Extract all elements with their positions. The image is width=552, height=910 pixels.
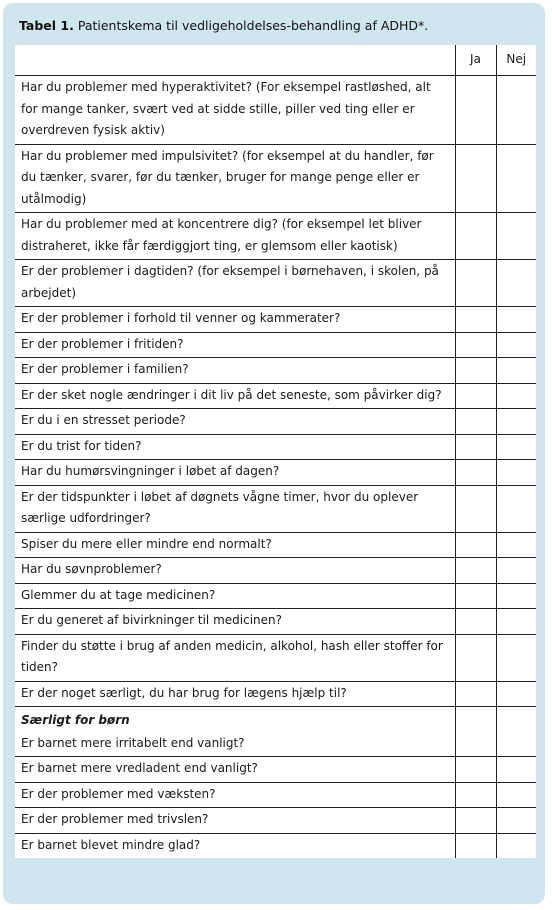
yes-answer-cell[interactable] xyxy=(455,609,496,635)
question-text: Har du problemer med hyperaktivitet? (For eksempel rastløshed, alt for mange tanker, svært ved at sidde stille, piller ved ting eller er overdreven fysisk aktiv) xyxy=(15,76,455,145)
yes-answer-cell[interactable] xyxy=(455,307,496,333)
question-text: Har du problemer med impulsivitet? (for eksempel at du handler, før du tænker, svarer, før du tænker, bruger for mange penge eller er utålmodig) xyxy=(15,144,455,213)
no-answer-cell[interactable] xyxy=(496,76,536,145)
section-heading-row xyxy=(15,707,536,732)
no-answer-cell[interactable] xyxy=(496,732,536,757)
question-text: Er der problemer med trivslen? xyxy=(15,808,455,834)
question-text: Er der problemer i forhold til venner og kammerater? xyxy=(15,307,455,333)
no-header: Nej xyxy=(496,45,536,76)
question-text: Har du humørsvingninger i løbet af dagen? xyxy=(15,460,455,486)
yes-answer-cell[interactable] xyxy=(455,144,496,213)
no-answer-cell[interactable] xyxy=(496,460,536,486)
question-text: Er du trist for tiden? xyxy=(15,434,455,460)
table-row xyxy=(15,732,536,757)
no-answer-cell[interactable] xyxy=(496,383,536,409)
table-panel xyxy=(3,3,545,904)
header-row xyxy=(15,45,536,76)
table-row xyxy=(15,213,536,260)
table-row xyxy=(15,532,536,558)
no-answer-cell[interactable] xyxy=(496,260,536,307)
yes-answer-cell[interactable] xyxy=(455,808,496,834)
no-answer-cell[interactable] xyxy=(496,707,536,732)
question-header xyxy=(15,45,455,76)
no-answer-cell[interactable] xyxy=(496,332,536,358)
no-answer-cell[interactable] xyxy=(496,634,536,681)
question-text: Er der sket nogle ændringer i dit liv på det seneste, som påvirker dig? xyxy=(15,383,455,409)
yes-answer-cell[interactable] xyxy=(455,833,496,858)
yes-answer-cell[interactable] xyxy=(455,485,496,532)
yes-answer-cell[interactable] xyxy=(455,76,496,145)
table-row xyxy=(15,144,536,213)
no-answer-cell[interactable] xyxy=(496,144,536,213)
yes-answer-cell[interactable] xyxy=(455,409,496,435)
no-answer-cell[interactable] xyxy=(496,558,536,584)
no-answer-cell[interactable] xyxy=(496,307,536,333)
section-heading: Særligt for børn xyxy=(21,713,130,727)
table-row xyxy=(15,332,536,358)
table-row xyxy=(15,434,536,460)
table-row xyxy=(15,757,536,783)
question-text: Er der tidspunkter i løbet af døgnets vågne timer, hvor du oplever særlige udfordringer? xyxy=(15,485,455,532)
no-answer-cell[interactable] xyxy=(496,808,536,834)
no-answer-cell[interactable] xyxy=(496,485,536,532)
question-text: Har du problemer med at koncentrere dig? (for eksempel let bliver distraheret, ikke får færdiggjort ting, er glemsom eller kaotisk) xyxy=(15,213,455,260)
question-text: Er der problemer i dagtiden? (for eksempel i børnehaven, i skolen, på arbejdet) xyxy=(15,260,455,307)
yes-answer-cell[interactable] xyxy=(455,782,496,808)
yes-answer-cell[interactable] xyxy=(455,732,496,757)
question-text: Er du generet af bivirkninger til medicinen? xyxy=(15,609,455,635)
yes-answer-cell[interactable] xyxy=(455,358,496,384)
table-row xyxy=(15,485,536,532)
table-row xyxy=(15,558,536,584)
yes-header: Ja xyxy=(455,45,496,76)
no-answer-cell[interactable] xyxy=(496,434,536,460)
question-text: Er der problemer med væksten? xyxy=(15,782,455,808)
no-answer-cell[interactable] xyxy=(496,583,536,609)
questions-body xyxy=(15,76,536,859)
table-title-text: Patientskema til vedligeholdelses-behandling af ADHD*. xyxy=(77,18,429,33)
table-row xyxy=(15,260,536,307)
question-text: Spiser du mere eller mindre end normalt? xyxy=(15,532,455,558)
question-text: Er barnet mere irritabelt end vanligt? xyxy=(15,732,455,757)
yes-answer-cell[interactable] xyxy=(455,332,496,358)
question-text: Er barnet mere vredladent end vanligt? xyxy=(15,757,455,783)
yes-answer-cell[interactable] xyxy=(455,634,496,681)
no-answer-cell[interactable] xyxy=(496,681,536,707)
yes-answer-cell[interactable] xyxy=(455,681,496,707)
question-text: Finder du støtte i brug af anden medicin, alkohol, hash eller stoffer for tiden? xyxy=(15,634,455,681)
yes-answer-cell[interactable] xyxy=(455,707,496,732)
question-text: Har du søvnproblemer? xyxy=(15,558,455,584)
no-answer-cell[interactable] xyxy=(496,213,536,260)
yes-answer-cell[interactable] xyxy=(455,213,496,260)
table-title-label: Tabel 1. xyxy=(19,18,74,33)
table-row xyxy=(15,782,536,808)
question-text: Er der problemer i fritiden? xyxy=(15,332,455,358)
question-text: Er der problemer i familien? xyxy=(15,358,455,384)
yes-answer-cell[interactable] xyxy=(455,532,496,558)
yes-answer-cell[interactable] xyxy=(455,757,496,783)
yes-answer-cell[interactable] xyxy=(455,434,496,460)
yes-answer-cell[interactable] xyxy=(455,460,496,486)
question-text: Er barnet blevet mindre glad? xyxy=(21,837,201,852)
yes-answer-cell[interactable] xyxy=(455,558,496,584)
table-row xyxy=(15,808,536,834)
table-row xyxy=(15,833,536,858)
no-answer-cell[interactable] xyxy=(496,358,536,384)
no-answer-cell[interactable] xyxy=(496,409,536,435)
table-row xyxy=(15,681,536,707)
table-row xyxy=(15,583,536,609)
yes-answer-cell[interactable] xyxy=(455,260,496,307)
no-answer-cell[interactable] xyxy=(496,609,536,635)
table-row xyxy=(15,307,536,333)
no-answer-cell[interactable] xyxy=(496,833,536,858)
table-title xyxy=(19,18,428,33)
yes-answer-cell[interactable] xyxy=(455,583,496,609)
question-text: Er der noget særligt, du har brug for lægens hjælp til? xyxy=(15,681,455,707)
no-answer-cell[interactable] xyxy=(496,757,536,783)
table-row xyxy=(15,358,536,384)
yes-answer-cell[interactable] xyxy=(455,383,496,409)
table-row xyxy=(15,634,536,681)
no-answer-cell[interactable] xyxy=(496,532,536,558)
table-row xyxy=(15,76,536,145)
patient-form-table xyxy=(15,45,536,858)
table-row xyxy=(15,460,536,486)
table-row xyxy=(15,383,536,409)
question-text: Glemmer du at tage medicinen? xyxy=(15,583,455,609)
table-row xyxy=(15,609,536,635)
question-text: Er du i en stresset periode? xyxy=(15,409,455,435)
no-answer-cell[interactable] xyxy=(496,782,536,808)
table-row xyxy=(15,409,536,435)
